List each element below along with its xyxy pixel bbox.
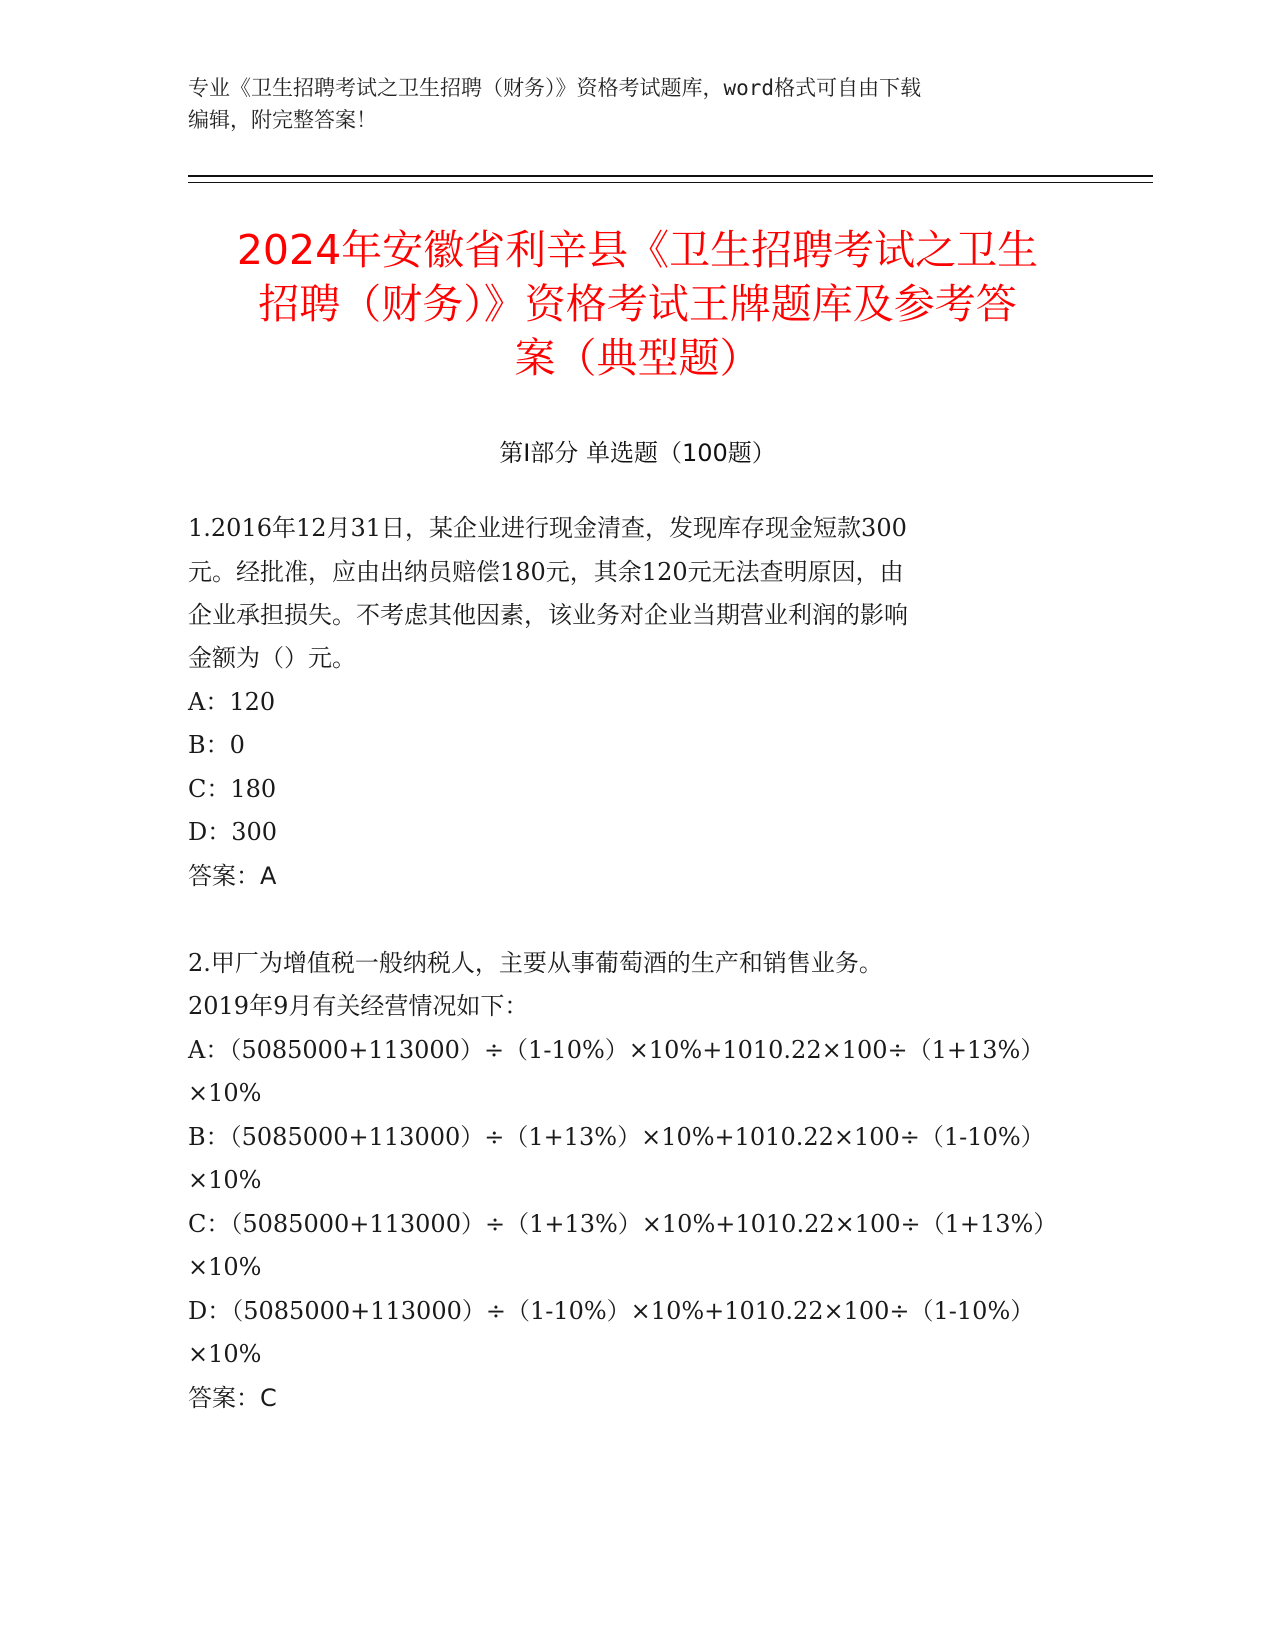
question-2-option-b: B：（5085000+113000）÷（1+13%）×10%+1010.22×100÷（1-10%） <box>188 1123 1045 1151</box>
document-header <box>188 72 1068 136</box>
question-1-stem-line: 企业承担损失。不考虑其他因素，该业务对企业当期营业利润的影响 <box>188 601 908 629</box>
question-1-option-d: D：300 <box>188 818 278 846</box>
question-2-option-b-cont: ×10% <box>188 1166 262 1194</box>
title-line-1: 2024年安徽省利辛县《卫生招聘考试之卫生 <box>236 226 1039 274</box>
question-2-option-c-cont: ×10% <box>188 1253 262 1281</box>
question-2-stem-line: 2.甲厂为增值税一般纳税人，主要从事葡萄酒的生产和销售业务。 <box>188 949 883 977</box>
question-1-option-b: B：0 <box>188 731 245 759</box>
question-1-answer: 答案：A <box>188 862 277 890</box>
question-2-stem-line: 2019年9月有关经营情况如下： <box>188 992 529 1020</box>
question-1-stem-line: 1.2016年12月31日，某企业进行现金清查，发现库存现金短款300 <box>188 514 907 542</box>
question-2-option-c: C：（5085000+113000）÷（1+13%）×10%+1010.22×100÷（1+13%） <box>188 1210 1058 1238</box>
question-2-answer: 答案：C <box>188 1384 277 1412</box>
header-line-2: 编辑，附完整答案！ <box>188 108 377 132</box>
question-1-stem-line: 金额为（）元。 <box>188 644 356 672</box>
question-2-option-d: D：（5085000+113000）÷（1-10%）×10%+1010.22×100÷（1-10%） <box>188 1297 1035 1325</box>
title-line-2: 招聘（财务）》资格考试王牌题库及参考答 <box>258 280 1017 328</box>
document-title <box>170 223 1105 385</box>
question-1-option-c: C：180 <box>188 775 277 803</box>
section-heading: 第Ⅰ部分 单选题（100题） <box>499 439 776 467</box>
header-divider-thin <box>188 182 1153 183</box>
question-1-stem-line: 元。经批准，应由出纳员赔偿180元，其余120元无法查明原因，由 <box>188 558 904 586</box>
question-2-option-a: A：（5085000+113000）÷（1-10%）×10%+1010.22×100÷（1+13%） <box>188 1036 1045 1064</box>
title-line-3: 案（典型题） <box>514 334 761 382</box>
header-line-1: 专业《卫生招聘考试之卫生招聘（财务）》资格考试题库，word格式可自由下载 <box>188 76 922 100</box>
question-2-option-d-cont: ×10% <box>188 1340 262 1368</box>
question-2-option-a-cont: ×10% <box>188 1079 262 1107</box>
header-divider-thick <box>188 175 1153 177</box>
question-1-option-a: A：120 <box>188 688 276 716</box>
